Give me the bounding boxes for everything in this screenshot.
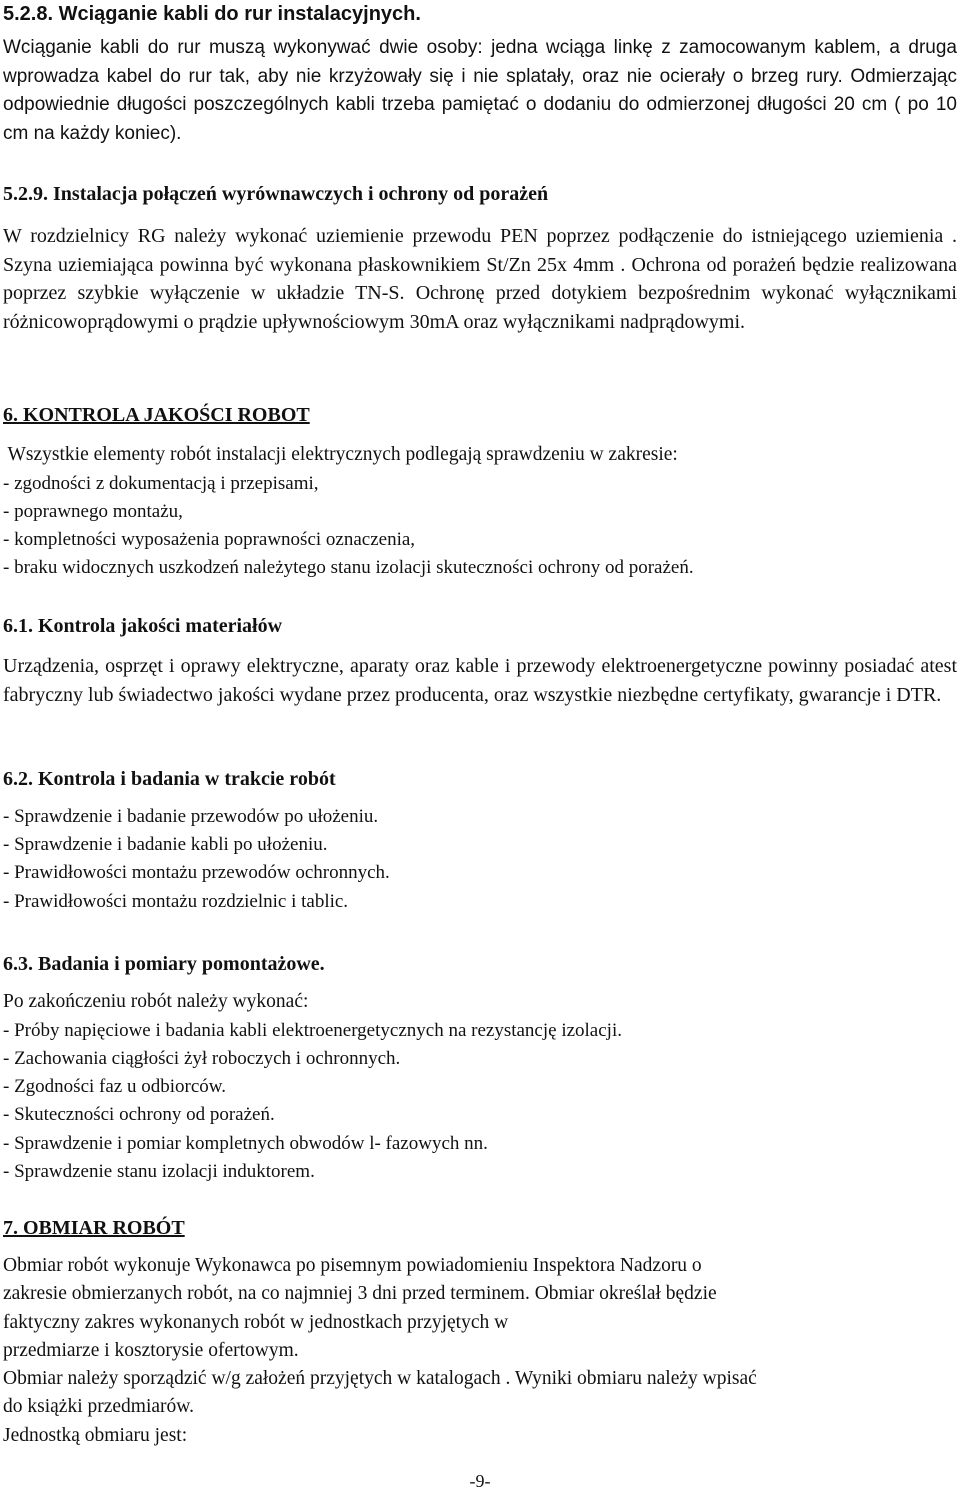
list-item: - Prawidłowości montażu rozdzielnic i tablic.: [3, 890, 349, 912]
list-item: - Zgodności faz u odbiorców.: [3, 1076, 227, 1098]
paragraph: [3, 1252, 957, 1450]
section-6-1: [3, 612, 957, 709]
section-heading: 6.3. Badania i pomiary pomontażowe.: [3, 953, 325, 975]
section-6-3: [3, 950, 957, 1186]
text-line: Obmiar należy sporządzić w/g założeń przyjętych w katalogach . Wyniki obmiaru należy wpisać: [3, 1368, 757, 1390]
section-intro: Po zakończeniu robót należy wykonać:: [3, 991, 309, 1012]
section-heading: 6.1. Kontrola jakości materiałów: [3, 615, 283, 637]
paragraph: W rozdzielnicy RG należy wykonać uziemienie przewodu PEN poprzez podłączenie do istniejącego uziemienia . Szyna uziemiająca powinna być wykonana płaskownikiem St/Zn 25x 4mm . Ochrona od porażeń będzie realizowana poprzez szybkie wyłączenie w układzie TN-S. Ochronę przed dotykiem bezpośrednim wykonać wyłącznikami różnicowoprądowymi o prądzie upływnościowym 30mA oraz wyłącznikami nadprądowymi.: [3, 225, 957, 334]
text-line: przedmiarze i kosztorysie ofertowym.: [3, 1339, 299, 1361]
list-item: - Sprawdzenie i badanie przewodów po ułożeniu.: [3, 806, 379, 827]
text-line: Obmiar robót wykonuje Wykonawca po pisemnym powiadomieniu Inspektora Nadzoru o: [3, 1255, 702, 1276]
section-6-2: [3, 765, 957, 916]
section-7: [3, 1214, 957, 1450]
page-number: -9-: [469, 1471, 491, 1491]
section-heading: 7. OBMIAR ROBÓT: [3, 1217, 185, 1239]
list-item: - Próby napięciowe i badania kabli elektroenergetycznych na rezystancję izolacji.: [3, 1019, 622, 1041]
section-heading: 6. KONTROLA JAKOŚCI ROBOT: [3, 404, 310, 426]
list-item: - zgodności z dokumentacją i przepisami,: [3, 472, 319, 494]
list-item: - kompletności wyposażenia poprawności oznaczenia,: [3, 529, 416, 551]
text-line: zakresie obmierzanych robót, na co najmniej 3 dni przed terminem. Obmiar określał będzie: [3, 1283, 717, 1305]
list-item: - Sprawdzenie i badanie kabli po ułożeniu.: [3, 834, 328, 856]
check-list: [3, 803, 957, 916]
text-line: do książki przedmiarów.: [3, 1396, 194, 1418]
check-list: [3, 470, 957, 583]
list-item: - Sprawdzenie i pomiar kompletnych obwodów l- fazowych nn.: [3, 1132, 488, 1154]
text-line: Jednostką obmiaru jest:: [3, 1424, 188, 1446]
paragraph: Wciąganie kabli do rur muszą wykonywać dwie osoby: jedna wciąga linkę z zamocowanym kablem, a druga wprowadza kabel do rur tak, aby nie krzyżowały się i nie splatały, oraz nie ocierały o brzeg rury. Odmierzając odpowiednie długości poszczególnych kabli trzeba pamiętać o dodaniu do odmierzonej długości 20 cm ( po 10 cm na każdy koniec).: [3, 37, 957, 145]
list-item: - Prawidłowości montażu przewodów ochronnych.: [3, 862, 390, 884]
check-list: [3, 1017, 957, 1186]
section-heading: 5.2.9. Instalacja połączeń wyrównawczych i ochrony od porażeń: [3, 183, 549, 205]
list-item: - Sprawdzenie stanu izolacji induktorem.: [3, 1160, 315, 1182]
list-item: - poprawnego montażu,: [3, 500, 183, 522]
section-intro: Wszystkie elementy robót instalacji elektrycznych podlegają sprawdzeniu w zakresie:: [3, 444, 678, 465]
section-6: [3, 401, 957, 583]
section-heading: 5.2.8. Wciąganie kabli do rur instalacyjnych.: [3, 3, 421, 25]
section-heading: 6.2. Kontrola i badania w trakcie robót: [3, 768, 336, 790]
list-item: - Zachowania ciągłości żył roboczych i ochronnych.: [3, 1047, 401, 1069]
list-item: - Skuteczności ochrony od porażeń.: [3, 1104, 275, 1126]
paragraph: Urządzenia, osprzęt i oprawy elektryczne, aparaty oraz kable i przewody elektroenergetyczne powinny posiadać atest fabryczny lub świadectwo jakości wydane przez producenta, oraz wszystkie niezbędne certyfikaty, gwarancje i DTR.: [3, 655, 957, 706]
list-item: - braku widocznych uszkodzeń należytego stanu izolacji skuteczności ochrony od porażeń.: [3, 557, 694, 579]
text-line: faktyczny zakres wykonanych robót w jednostkach przyjętych w: [3, 1311, 509, 1333]
section-5-2-8: [3, 0, 957, 149]
section-5-2-9: [3, 180, 957, 337]
